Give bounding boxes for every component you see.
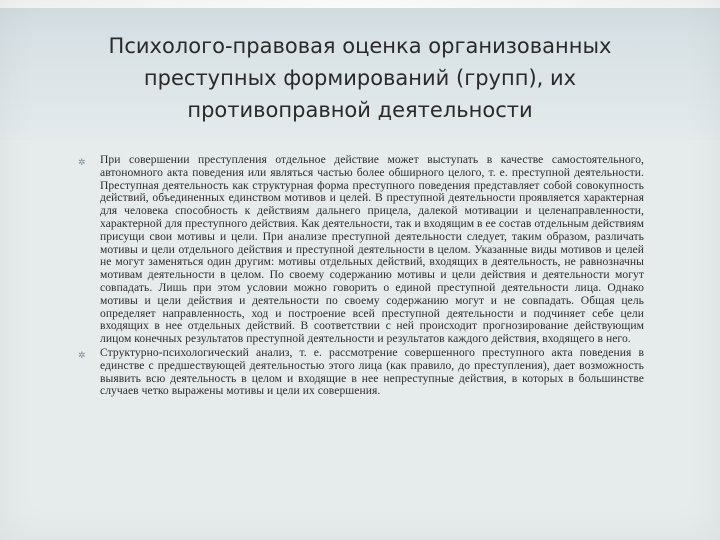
title-line-1: Психолого-правовая оценка организованных <box>108 34 612 58</box>
bullet-item-2 <box>80 347 644 398</box>
star-bullet-icon: ✲ <box>78 349 86 360</box>
title-line-2: преступных формирований (групп), их <box>143 66 577 90</box>
bullet-item-1 <box>80 154 644 346</box>
title-line-3: противоправной деятельности <box>187 98 533 122</box>
bullet-text-1: При совершении преступления отдельное действие может выступать в качестве самостоятельного, автономного акта поведения или являться частью более обширного целого, т. е. преступной деятельности. Преступная деятельность как структурная форма преступного поведения представляет собой совокупность действий, объединенных единством мотивов и целей. В преступной деятельности проявляется характерная для человека способность к действиям дальнего прицела, далекой мотивации и целенаправленности, характерной для преступного действия. Как деятельности, так и входящим в ее состав отдельным действиям присущи свои мотивы и цели. При анализе преступной деятельности следует, таким образом, различать мотивы и цели отдельного действия и преступной деятельности в целом. Указанные виды мотивов и целей не могут заменяться один другим: мотивы отдельных действий, входящих в деятельность, не равнозначны мотивам деятельности в целом. По своему содержанию мотивы и цели действия и деятельности могут совпадать. Лишь при этом условии можно говорить о единой преступной деятельности лица. Однако мотивы и цели действия и деятельности по своему содержанию могут и не совпадать. Общая цель определяет направленность, ход и построение всей преступной деятельности и подчиняет себе цели входящих в нее отдельных действий. В соответствии с ней происходит прогнозирование действующим лицом конечных результатов преступной деятельности и результатов каждого действия, входящего в него. <box>100 153 644 346</box>
star-bullet-icon: ✲ <box>78 157 86 167</box>
slide-title <box>30 30 690 126</box>
bullet-list <box>80 154 644 398</box>
top-strip <box>0 0 720 8</box>
bullet-text-2: Структурно-психологический анализ, т. е. рассмотрение совершенного преступного акта поведения в единстве с предшествующей деятельностью этого лица (как правило, до преступления), дает возможность выявить всю деятельность в целом и входящие в нее непреступные действия, в которых в большинстве случаев четко выражены мотивы и цели их совершения. <box>100 345 644 398</box>
